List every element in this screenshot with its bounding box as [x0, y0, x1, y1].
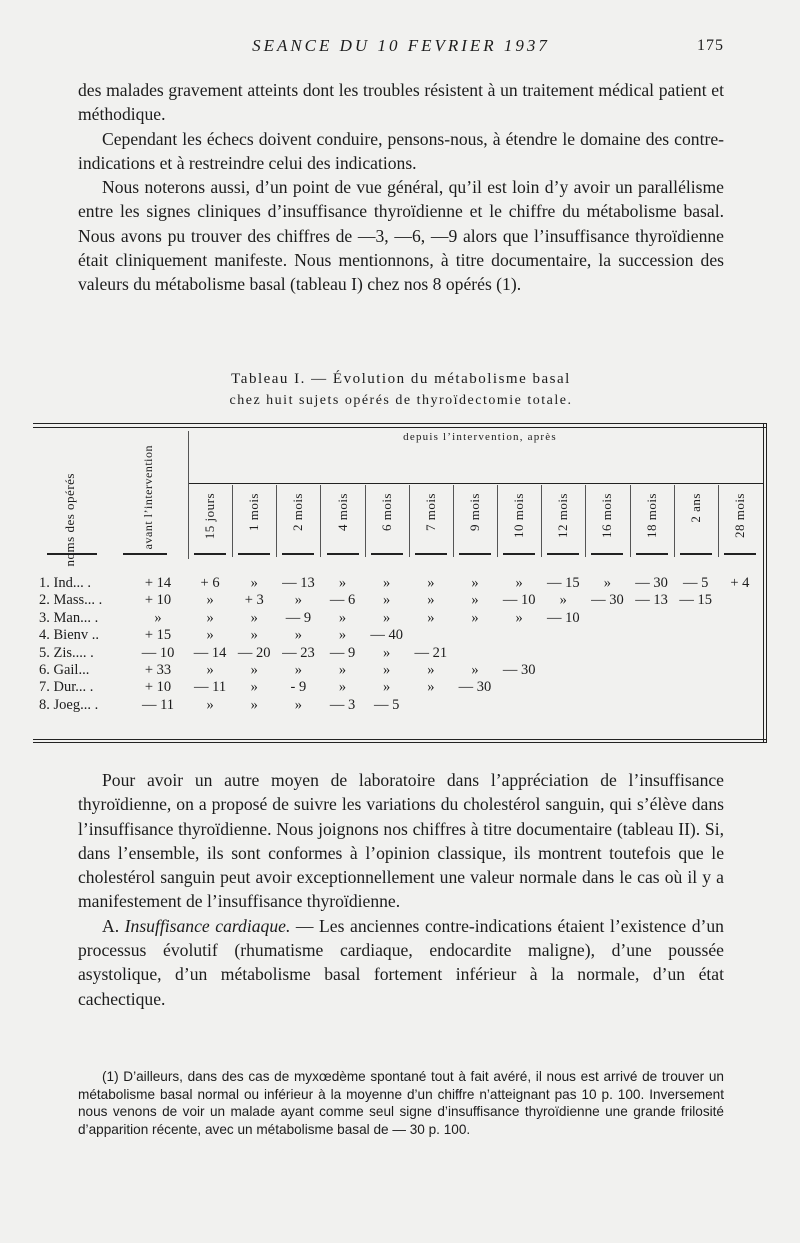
metabolism-table [33, 423, 767, 743]
column-line [541, 485, 542, 557]
paragraph: Pour avoir un autre moyen de laboratoire dans l’appréciation de l’insuffisance thyroïdienne, on a proposé de suivre les variations du cholestérol sanguin, qui s’élève dans l’insuffisance thyroïdienne. Nous joignons nos chiffres à titre documentaire (tableau II). Si, dans l’ensemble, ils sont conformes à l’opinion classique, ils montrent toutefois que le cholestérol sanguin peut avoir exceptionnellement une valeur normale dans le cas où il y a manifestement de l’insuffisance thyroïdienne. [78, 770, 724, 912]
header-before: avant l’intervention [141, 445, 155, 550]
period-value: » [427, 592, 435, 609]
period-value: » [206, 609, 214, 626]
period-header: 18 mois [643, 493, 659, 539]
period-value: » [471, 575, 479, 591]
header-rule [636, 553, 668, 555]
period-header: 6 mois [378, 493, 394, 532]
patient-name: 6. Gail... [39, 662, 90, 678]
period-value: » [383, 662, 391, 678]
running-title: SEANCE DU 10 FEVRIER 1937 [252, 36, 550, 55]
column-line [674, 485, 675, 557]
header-rule [123, 553, 167, 555]
period-value: » [294, 592, 302, 609]
period-value: — 10 [546, 609, 580, 626]
period-value: » [515, 575, 523, 591]
period-value: — 5 [373, 696, 400, 713]
header-rule [282, 553, 314, 555]
table-frame-top-inner [33, 427, 767, 428]
period-value: — 10 [502, 592, 536, 609]
period-value: — 13 [635, 592, 668, 609]
period-header: 9 mois [466, 493, 482, 532]
period-value: » [338, 679, 347, 696]
table-row [33, 627, 763, 644]
table-caption-subtitle: chez huit sujets opérés de thyroïdectomie totale. [229, 393, 573, 408]
period-header: 28 mois [731, 493, 747, 539]
header-rule [547, 553, 579, 555]
period-value: » [294, 662, 302, 678]
period-value: » [250, 679, 258, 696]
column-line [718, 485, 719, 557]
table-frame-top [33, 423, 767, 424]
period-value: » [250, 609, 258, 626]
period-value: » [250, 696, 258, 713]
column-line [630, 485, 631, 557]
column-line [188, 431, 189, 559]
body-text-top [78, 78, 724, 297]
period-value: » [603, 575, 612, 591]
table-frame-right [763, 423, 764, 743]
period-value: — 30 [502, 662, 536, 678]
before-value: + 10 [144, 592, 172, 609]
running-head [78, 36, 724, 58]
period-value: » [206, 592, 214, 609]
header-rule [680, 553, 712, 555]
column-line [409, 485, 410, 557]
patient-name: 7. Dur... . [39, 679, 94, 696]
period-value: » [383, 679, 391, 696]
period-header: 2 mois [290, 493, 306, 532]
footnote [78, 1068, 724, 1138]
period-value: » [559, 592, 567, 609]
period-value: » [294, 627, 302, 644]
period-value: — 9 [285, 609, 312, 626]
header-rule [503, 553, 535, 555]
period-value: — 9 [329, 644, 356, 661]
period-value: — 30 [591, 592, 624, 609]
column-line [232, 485, 233, 557]
header-rule [327, 553, 359, 555]
period-value: » [250, 575, 258, 591]
period-value: » [471, 662, 479, 678]
period-value: » [427, 609, 435, 626]
table-frame-right-outer [766, 423, 767, 743]
period-header: 4 mois [334, 493, 350, 532]
period-value: » [250, 627, 258, 644]
period-value: — 5 [683, 575, 709, 591]
period-header: 7 mois [422, 493, 438, 532]
table-row [33, 662, 763, 679]
period-header: 2 ans [687, 493, 703, 523]
paragraph: Nous noterons aussi, d’un point de vue général, qu’il est loin d’y avoir un parallélisme entre les signes cliniques d’insuffisance thyroïdienne et le chiffre du métabolisme basal. Nous avons pu trouver des chiffres de —3, —6, —9 alors que l’insuffisance thyroïdienne était cliniquement manifeste. Nous mentionnons, à titre documentaire, la succession des valeurs du métabolisme basal (tableau I) chez nos 8 opérés (1). [78, 177, 724, 295]
column-line [276, 485, 277, 557]
period-header: 1 mois [246, 493, 262, 532]
before-value: — 11 [141, 696, 175, 713]
period-value: » [338, 662, 347, 678]
paragraph: des malades gravement atteints dont les troubles résistent à un traitement médical patient et méthodique. [78, 80, 724, 125]
period-value: - 9 [290, 679, 307, 696]
group-header: depuis l’intervention, après [403, 431, 557, 443]
period-value: » [206, 627, 214, 644]
before-value: + 33 [144, 662, 172, 678]
before-value: — 10 [141, 644, 175, 661]
patient-name: 5. Zis.... . [39, 644, 94, 661]
header-rule [724, 553, 756, 555]
period-value: » [471, 592, 479, 609]
period-value: » [206, 696, 214, 713]
period-value: » [427, 575, 435, 591]
column-line [320, 485, 321, 557]
period-value: + 4 [730, 575, 750, 591]
header-rule [194, 553, 226, 555]
period-header: 16 mois [599, 493, 615, 539]
body-text-bottom [78, 768, 724, 1011]
period-value: » [338, 575, 347, 591]
period-value: » [383, 609, 391, 626]
table-row [33, 697, 763, 714]
table-frame-bottom [33, 742, 767, 743]
section-a-title: Insuffisance cardiaque. [124, 915, 291, 936]
period-value: » [427, 662, 435, 678]
paragraph: Cependant les échecs doivent conduire, pensons-nous, à étendre le domaine des contre-indications et à restreindre celui des indications. [78, 128, 724, 173]
period-value: — 3 [329, 696, 356, 713]
period-value: » [427, 679, 435, 696]
page-number: 175 [697, 37, 724, 54]
period-value: — 15 [679, 592, 713, 609]
column-line [365, 485, 366, 557]
patient-name: 1. Ind... . [39, 575, 91, 591]
period-header: 15 jours [202, 493, 218, 540]
period-value: — 30 [635, 575, 668, 591]
header-rule [238, 553, 270, 555]
period-value: — 23 [282, 644, 315, 661]
patient-name: 2. Mass... . [39, 592, 103, 609]
table-row [33, 610, 763, 627]
period-value: » [250, 662, 258, 678]
before-value: » [154, 609, 162, 626]
table-row [33, 679, 763, 696]
footnote-text: (1) D’ailleurs, dans des cas de myxœdème spontané tout à fait avéré, il nous est arrivé de trouver un métabolisme basal normal ou inférieur à la moyenne d’un chiffre n’atteignant pas 10 p. 100. Inversement nous venons de voir un malade ayant comme seul signe d’insuffisance thyroïdienne une grande frilosité d’apparition récente, avec un métabolisme basal de — 30 p. 100. [78, 1069, 724, 1137]
section-a-paragraph [78, 914, 724, 1011]
period-value: » [383, 592, 391, 609]
header-rule [371, 553, 403, 555]
table-row [33, 575, 763, 592]
period-value: — 14 [193, 644, 227, 661]
period-value: — 21 [414, 644, 448, 661]
period-value: + 3 [244, 592, 264, 609]
period-value: — 6 [329, 592, 356, 609]
before-value: + 14 [144, 575, 172, 591]
period-value: — 13 [282, 575, 315, 591]
before-value: + 10 [144, 679, 172, 696]
period-value: — 30 [458, 679, 492, 696]
header-names: noms des opérés [62, 473, 77, 567]
header-rule [415, 553, 447, 555]
table-frame-bottom-inner [33, 739, 767, 740]
table-row [33, 645, 763, 662]
table-caption-title: Tableau I. — Évolution du métabolisme basal [231, 371, 571, 387]
table-caption [78, 368, 724, 412]
section-a-label: A. [102, 915, 120, 936]
table-row [33, 592, 763, 609]
period-value: — 40 [370, 627, 403, 644]
period-value: » [383, 575, 391, 591]
patient-name: 3. Man... . [39, 609, 99, 626]
period-value: — 11 [194, 679, 227, 696]
period-header: 12 mois [555, 493, 571, 539]
group-header-rule [188, 483, 763, 484]
column-line [497, 485, 498, 557]
patient-name: 4. Bienv .. [39, 627, 100, 644]
period-value: — 20 [237, 644, 271, 661]
period-header: 10 mois [511, 493, 527, 539]
section-a-text: — Les anciennes contre-indications étaient l’existence d’un processus évolutif (rhumatisme cardiaque, endocardite maligne), d’une poussée asystolique, d’un métabolisme basal fortement inférieur à la normale, d’un état cachectique. [78, 915, 724, 1009]
header-rule [459, 553, 491, 555]
period-value: » [383, 644, 391, 661]
period-value: + 6 [200, 575, 220, 591]
period-value: » [294, 696, 302, 713]
period-value: » [338, 627, 347, 644]
column-line [585, 485, 586, 557]
header-rule [591, 553, 623, 555]
before-value: + 15 [144, 627, 172, 644]
period-value: » [338, 609, 347, 626]
column-line [453, 485, 454, 557]
period-value: » [515, 609, 523, 626]
period-value: » [206, 662, 214, 678]
period-value: — 15 [546, 575, 580, 591]
patient-name: 8. Joeg... . [39, 696, 99, 713]
period-value: » [471, 609, 479, 626]
